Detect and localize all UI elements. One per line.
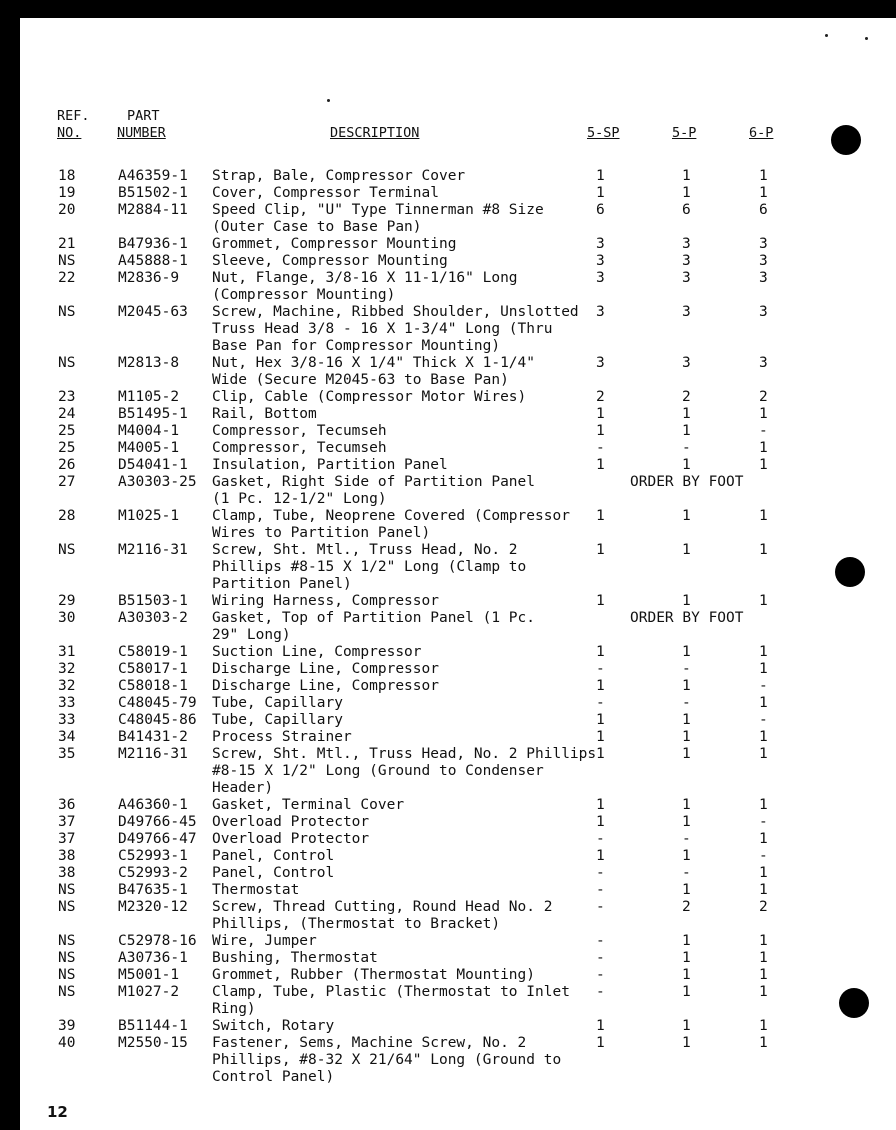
- qty-5sp: 1: [596, 814, 605, 830]
- qty-6p: 1: [759, 831, 768, 847]
- table-row: [20, 508, 896, 542]
- qty-6p: 3: [759, 236, 768, 252]
- qty-5p: 3: [682, 304, 691, 320]
- part-number: M2836-9: [118, 270, 180, 286]
- ref-no: 38: [58, 865, 76, 881]
- description: Thermostat: [212, 882, 300, 898]
- qty-6p: 1: [759, 440, 768, 456]
- qty-6p: 1: [759, 1035, 768, 1051]
- qty-6p: 1: [759, 168, 768, 184]
- ref-no: 19: [58, 185, 76, 201]
- description: Tube, Capillary: [212, 712, 343, 728]
- qty-5sp: 1: [596, 712, 605, 728]
- ref-no: NS: [58, 984, 76, 1000]
- table-row: [20, 797, 896, 814]
- part-number: A30303-25: [118, 474, 197, 490]
- table-row: [20, 865, 896, 882]
- ref-no: 30: [58, 610, 76, 626]
- table-row: [20, 950, 896, 967]
- scan-speck: [825, 34, 828, 37]
- part-number: D49766-45: [118, 814, 197, 830]
- qty-6p: 1: [759, 593, 768, 609]
- table-row: [20, 882, 896, 899]
- description: Gasket, Terminal Cover: [212, 797, 405, 813]
- binder-hole: [831, 125, 861, 155]
- table-row: [20, 355, 896, 389]
- qty-5sp: -: [596, 899, 605, 915]
- qty-5sp: -: [596, 440, 605, 456]
- ref-no: 33: [58, 695, 76, 711]
- qty-5sp: 6: [596, 202, 605, 218]
- qty-5sp: 1: [596, 508, 605, 524]
- table-row: [20, 270, 896, 304]
- description: Fastener, Sems, Machine Screw, No. 2 Phillips, #8-32 X 21/64" Long (Ground to Control Panel): [212, 1035, 562, 1085]
- qty-5sp: 1: [596, 797, 605, 813]
- part-number: C52993-1: [118, 848, 188, 864]
- part-number: D54041-1: [118, 457, 188, 473]
- ref-no: 37: [58, 814, 76, 830]
- description: Process Strainer: [212, 729, 352, 745]
- part-number: A45888-1: [118, 253, 188, 269]
- qty-6p: 3: [759, 355, 768, 371]
- ref-no: 25: [58, 440, 76, 456]
- description: Panel, Control: [212, 865, 335, 881]
- ref-no: 40: [58, 1035, 76, 1051]
- description: Clamp, Tube, Neoprene Covered (Compressor Wires to Partition Panel): [212, 508, 570, 541]
- qty-6p: 1: [759, 933, 768, 949]
- ref-no: 25: [58, 423, 76, 439]
- table-row: [20, 899, 896, 933]
- qty-5sp: -: [596, 865, 605, 881]
- qty-6p: 3: [759, 253, 768, 269]
- qty-5p: 1: [682, 508, 691, 524]
- qty-5p: 1: [682, 168, 691, 184]
- description: Panel, Control: [212, 848, 335, 864]
- description: Screw, Thread Cutting, Round Head No. 2 Phillips, (Thermostat to Bracket): [212, 899, 553, 932]
- qty-5p: 1: [682, 1018, 691, 1034]
- qty-5sp: 3: [596, 253, 605, 269]
- ref-no: 24: [58, 406, 76, 422]
- table-row: [20, 967, 896, 984]
- description: Compressor, Tecumseh: [212, 440, 387, 456]
- qty-6p: 1: [759, 882, 768, 898]
- qty-6p: 1: [759, 797, 768, 813]
- qty-6p: 1: [759, 1018, 768, 1034]
- part-number: M2320-12: [118, 899, 188, 915]
- part-number: B47936-1: [118, 236, 188, 252]
- ref-no: 29: [58, 593, 76, 609]
- part-number: M5001-1: [118, 967, 180, 983]
- qty-5sp: 3: [596, 270, 605, 286]
- part-header-line2: NUMBER: [117, 125, 166, 141]
- description: Screw, Sht. Mtl., Truss Head, No. 2 Phillips #8-15 X 1/2" Long (Ground to Condenser Header): [212, 746, 597, 796]
- qty-6p: 6: [759, 202, 768, 218]
- qty-5sp: 1: [596, 423, 605, 439]
- qty-5p: 1: [682, 950, 691, 966]
- qty-5p: -: [682, 440, 691, 456]
- qty-6p: 1: [759, 508, 768, 524]
- qty-6p: 1: [759, 406, 768, 422]
- qty-5sp: -: [596, 967, 605, 983]
- description: Compressor, Tecumseh: [212, 423, 387, 439]
- qty-6p: 1: [759, 950, 768, 966]
- qty-6p: -: [759, 678, 768, 694]
- qty-5sp: 3: [596, 236, 605, 252]
- qty-5p: 1: [682, 882, 691, 898]
- table-row: [20, 185, 896, 202]
- table-row: [20, 644, 896, 661]
- scan-speck: [865, 37, 868, 40]
- part-number: C52978-16: [118, 933, 197, 949]
- description: Strap, Bale, Compressor Cover: [212, 168, 466, 184]
- description: Tube, Capillary: [212, 695, 343, 711]
- qty-5p: 1: [682, 457, 691, 473]
- table-row: [20, 695, 896, 712]
- ref-header-line1: REF.: [57, 108, 90, 124]
- description: Insulation, Partition Panel: [212, 457, 448, 473]
- qty-6p: 1: [759, 746, 768, 762]
- part-number: M2116-31: [118, 542, 188, 558]
- description: Nut, Hex 3/8-16 X 1/4" Thick X 1-1/4" Wide (Secure M2045-63 to Base Pan): [212, 355, 536, 388]
- table-row: [20, 406, 896, 423]
- qty-5sp: -: [596, 984, 605, 1000]
- qty-5p: 1: [682, 967, 691, 983]
- part-number: B51144-1: [118, 1018, 188, 1034]
- table-row: [20, 389, 896, 406]
- qty-5p: -: [682, 865, 691, 881]
- part-number: C48045-79: [118, 695, 197, 711]
- part-number: M1027-2: [118, 984, 180, 1000]
- qty-6p: -: [759, 712, 768, 728]
- ref-no: 26: [58, 457, 76, 473]
- description: Bushing, Thermostat: [212, 950, 378, 966]
- col-5sp-header: 5-SP: [587, 125, 620, 141]
- qty-5sp: -: [596, 933, 605, 949]
- qty-5p: 2: [682, 899, 691, 915]
- part-number: C48045-86: [118, 712, 197, 728]
- ref-no: 21: [58, 236, 76, 252]
- table-row: [20, 831, 896, 848]
- col-6p-header: 6-P: [749, 125, 774, 141]
- qty-5sp: 3: [596, 355, 605, 371]
- qty-6p: 3: [759, 304, 768, 320]
- qty-6p: 1: [759, 661, 768, 677]
- description: Discharge Line, Compressor: [212, 661, 439, 677]
- scan-speck: [327, 99, 330, 102]
- table-row: [20, 304, 896, 355]
- part-number: A46359-1: [118, 168, 188, 184]
- qty-6p: 1: [759, 865, 768, 881]
- ref-no: 32: [58, 678, 76, 694]
- table-row: [20, 168, 896, 185]
- qty-5sp: 1: [596, 542, 605, 558]
- qty-5p: 1: [682, 814, 691, 830]
- qty-6p: 1: [759, 457, 768, 473]
- part-number: M2550-15: [118, 1035, 188, 1051]
- qty-5p: 3: [682, 355, 691, 371]
- ref-no: 36: [58, 797, 76, 813]
- table-row: [20, 457, 896, 474]
- qty-5p: 1: [682, 678, 691, 694]
- table-row: [20, 984, 896, 1018]
- table-row: [20, 814, 896, 831]
- description: Gasket, Right Side of Partition Panel (1 Pc. 12-1/2" Long): [212, 474, 536, 507]
- ref-no: NS: [58, 933, 76, 949]
- description: Discharge Line, Compressor: [212, 678, 439, 694]
- part-number: A30736-1: [118, 950, 188, 966]
- part-number: B51495-1: [118, 406, 188, 422]
- part-number: M1105-2: [118, 389, 180, 405]
- qty-6p: 1: [759, 695, 768, 711]
- qty-6p: 3: [759, 270, 768, 286]
- qty-5sp: 1: [596, 457, 605, 473]
- order-note: ORDER BY FOOT: [630, 474, 744, 490]
- ref-no: NS: [58, 950, 76, 966]
- table-row: [20, 729, 896, 746]
- qty-6p: -: [759, 814, 768, 830]
- description: Screw, Sht. Mtl., Truss Head, No. 2 Phillips #8-15 X 1/2" Long (Clamp to Partition Panel): [212, 542, 527, 592]
- description: Clamp, Tube, Plastic (Thermostat to Inlet Ring): [212, 984, 570, 1017]
- qty-5p: -: [682, 695, 691, 711]
- part-number: B51502-1: [118, 185, 188, 201]
- qty-5sp: 1: [596, 678, 605, 694]
- qty-5p: 1: [682, 644, 691, 660]
- ref-no: 39: [58, 1018, 76, 1034]
- qty-6p: -: [759, 423, 768, 439]
- qty-5sp: 1: [596, 593, 605, 609]
- ref-no: 35: [58, 746, 76, 762]
- table-row: [20, 593, 896, 610]
- description: Grommet, Compressor Mounting: [212, 236, 457, 252]
- description: Rail, Bottom: [212, 406, 317, 422]
- table-row: [20, 474, 896, 508]
- ref-no: NS: [58, 253, 76, 269]
- part-number: B41431-2: [118, 729, 188, 745]
- table-row: [20, 1018, 896, 1035]
- qty-5sp: 1: [596, 185, 605, 201]
- part-number: M2045-63: [118, 304, 188, 320]
- qty-5p: -: [682, 661, 691, 677]
- qty-5sp: -: [596, 661, 605, 677]
- table-row: [20, 236, 896, 253]
- description: Speed Clip, "U" Type Tinnerman #8 Size (Outer Case to Base Pan): [212, 202, 544, 235]
- qty-6p: 1: [759, 729, 768, 745]
- qty-5p: 3: [682, 253, 691, 269]
- ref-no: 34: [58, 729, 76, 745]
- part-number: C58017-1: [118, 661, 188, 677]
- part-number: M2813-8: [118, 355, 180, 371]
- part-number: A30303-2: [118, 610, 188, 626]
- ref-no: NS: [58, 967, 76, 983]
- table-row: [20, 440, 896, 457]
- qty-5p: 1: [682, 406, 691, 422]
- description: Overload Protector: [212, 814, 370, 830]
- table-row: [20, 661, 896, 678]
- qty-5p: 1: [682, 797, 691, 813]
- table-row: [20, 202, 896, 236]
- table-row: [20, 542, 896, 593]
- ref-no: 23: [58, 389, 76, 405]
- ref-no: NS: [58, 542, 76, 558]
- qty-5sp: -: [596, 831, 605, 847]
- col-5p-header: 5-P: [672, 125, 697, 141]
- part-number: M1025-1: [118, 508, 180, 524]
- ref-no: NS: [58, 899, 76, 915]
- table-row: [20, 253, 896, 270]
- qty-5p: 1: [682, 933, 691, 949]
- order-note: ORDER BY FOOT: [630, 610, 744, 626]
- qty-5sp: 3: [596, 304, 605, 320]
- qty-5p: 3: [682, 236, 691, 252]
- qty-6p: 1: [759, 644, 768, 660]
- ref-no: 28: [58, 508, 76, 524]
- qty-5sp: -: [596, 882, 605, 898]
- qty-6p: -: [759, 848, 768, 864]
- qty-5sp: 1: [596, 406, 605, 422]
- description: Wire, Jumper: [212, 933, 317, 949]
- qty-5p: 1: [682, 1035, 691, 1051]
- qty-6p: 2: [759, 389, 768, 405]
- table-row: [20, 746, 896, 797]
- qty-6p: 1: [759, 967, 768, 983]
- qty-5sp: 1: [596, 1035, 605, 1051]
- ref-header-line2: NO.: [57, 125, 82, 141]
- table-row: [20, 933, 896, 950]
- ref-no: 32: [58, 661, 76, 677]
- ref-no: 20: [58, 202, 76, 218]
- description: Cover, Compressor Terminal: [212, 185, 439, 201]
- table-row: [20, 423, 896, 440]
- qty-5p: 1: [682, 984, 691, 1000]
- part-header-line1: PART: [127, 108, 160, 124]
- ref-no: NS: [58, 304, 76, 320]
- table-row: [20, 712, 896, 729]
- part-number: M2116-31: [118, 746, 188, 762]
- description: Grommet, Rubber (Thermostat Mounting): [212, 967, 536, 983]
- description: Screw, Machine, Ribbed Shoulder, Unslotted Truss Head 3/8 - 16 X 1-3/4" Long (Thru Base Pan for Compressor Mounting): [212, 304, 579, 354]
- part-number: C52993-2: [118, 865, 188, 881]
- table-row: [20, 610, 896, 644]
- ref-no: NS: [58, 882, 76, 898]
- qty-5p: 2: [682, 389, 691, 405]
- qty-5p: 1: [682, 542, 691, 558]
- table-row: [20, 1035, 896, 1086]
- qty-5sp: -: [596, 695, 605, 711]
- description-header: DESCRIPTION: [330, 125, 420, 141]
- description: Sleeve, Compressor Mounting: [212, 253, 448, 269]
- part-number: C58018-1: [118, 678, 188, 694]
- ref-no: 37: [58, 831, 76, 847]
- qty-5sp: 1: [596, 168, 605, 184]
- qty-5p: 1: [682, 712, 691, 728]
- description: Switch, Rotary: [212, 1018, 335, 1034]
- qty-5sp: -: [596, 950, 605, 966]
- part-number: C58019-1: [118, 644, 188, 660]
- qty-6p: 1: [759, 185, 768, 201]
- ref-no: 38: [58, 848, 76, 864]
- qty-5sp: 1: [596, 746, 605, 762]
- part-number: M4005-1: [118, 440, 180, 456]
- part-number: B47635-1: [118, 882, 188, 898]
- description: Suction Line, Compressor: [212, 644, 422, 660]
- part-number: D49766-47: [118, 831, 197, 847]
- qty-5sp: 1: [596, 1018, 605, 1034]
- qty-6p: 1: [759, 542, 768, 558]
- part-number: M2884-11: [118, 202, 188, 218]
- ref-no: 31: [58, 644, 76, 660]
- page-number: 12: [47, 1103, 68, 1121]
- qty-5sp: 1: [596, 644, 605, 660]
- qty-5sp: 1: [596, 848, 605, 864]
- description: Nut, Flange, 3/8-16 X 11-1/16" Long (Compressor Mounting): [212, 270, 518, 303]
- ref-no: 33: [58, 712, 76, 728]
- qty-5p: 1: [682, 848, 691, 864]
- qty-5p: -: [682, 831, 691, 847]
- qty-6p: 2: [759, 899, 768, 915]
- table-row: [20, 678, 896, 695]
- description: Overload Protector: [212, 831, 370, 847]
- qty-5p: 1: [682, 423, 691, 439]
- description: Gasket, Top of Partition Panel (1 Pc. 29" Long): [212, 610, 536, 643]
- ref-no: NS: [58, 355, 76, 371]
- qty-5sp: 2: [596, 389, 605, 405]
- description: Clip, Cable (Compressor Motor Wires): [212, 389, 527, 405]
- ref-no: 18: [58, 168, 76, 184]
- qty-5p: 1: [682, 593, 691, 609]
- qty-5p: 1: [682, 729, 691, 745]
- qty-6p: 1: [759, 984, 768, 1000]
- ref-no: 22: [58, 270, 76, 286]
- qty-5p: 6: [682, 202, 691, 218]
- part-number: A46360-1: [118, 797, 188, 813]
- qty-5sp: 1: [596, 729, 605, 745]
- ref-no: 27: [58, 474, 76, 490]
- part-number: B51503-1: [118, 593, 188, 609]
- qty-5p: 3: [682, 270, 691, 286]
- table-row: [20, 848, 896, 865]
- description: Wiring Harness, Compressor: [212, 593, 439, 609]
- part-number: M4004-1: [118, 423, 180, 439]
- qty-5p: 1: [682, 746, 691, 762]
- parts-list-page: [20, 18, 896, 1130]
- qty-5p: 1: [682, 185, 691, 201]
